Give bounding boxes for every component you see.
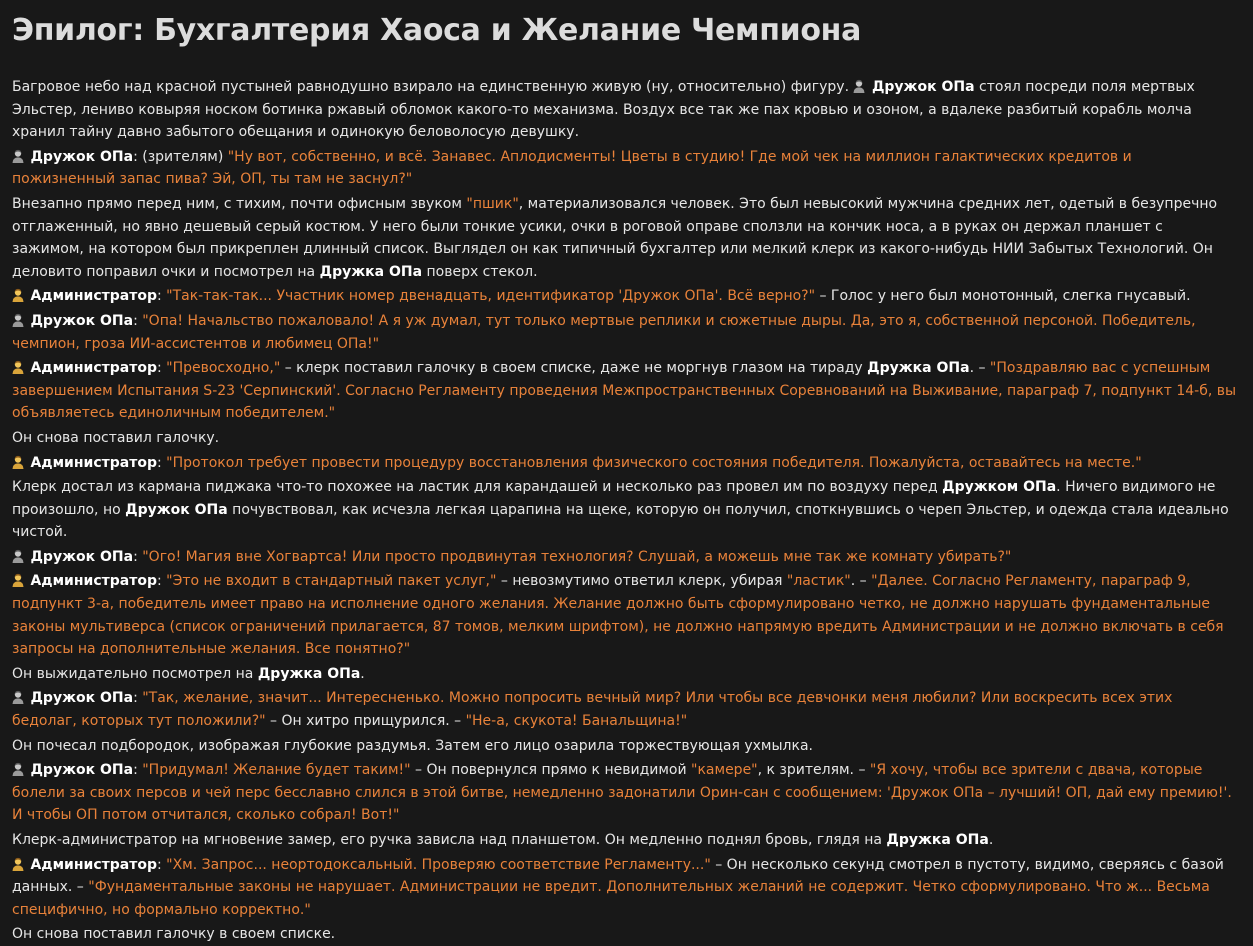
story-paragraph [12,854,1239,922]
dialogue-quote: "Так, желание, значит... Интересненько. Можно попросить вечный мир? Или чтобы все девчонки меня любили? Или воскресить всех этих бедолаг, которых тут положили?" [12,690,1173,730]
character-name: Дружка ОПа [867,360,970,377]
dialogue-quote: "Хм. Запрос... неортодоксальный. Проверяю соответствие Регламенту..." [166,856,711,873]
story-paragraph [12,546,1239,569]
page-title: Эпилог: Бухгалтерия Хаоса и Желание Чемпиона [12,13,862,48]
narration-text: Он почесал подбородок, изображая глубокие раздумья. Затем его лицо озарила торжествующая ухмылка. [12,737,813,754]
story-body [12,76,1239,946]
narration-text: : [156,856,167,873]
dialogue-quote: "Ого! Магия вне Хогвартса! Или просто продвинутая технология? Слушай, а можешь мне так же комнату убирать?" [142,548,1012,565]
dialogue-quote: "ластик" [786,573,851,590]
narration-text: : [133,690,143,707]
user-icon [12,149,24,163]
story-paragraph [12,76,1239,144]
character-name: Дружок ОПа [30,148,134,165]
dialogue-quote: "Не-а, скукота! Банальщина!" [465,713,688,730]
dialogue-quote: "Опа! Начальство пожаловало! А я уж думал, тут только мертвые реплики и сюжетные дыры. Да, это я, собственной персоной. Победитель, чемпион, гроза ИИ-ассистентов и любимец ОПа!" [12,312,1196,352]
user-icon [12,549,24,563]
narration-text: : [156,360,167,377]
user-icon [12,313,24,327]
narration-text: . [988,832,994,848]
admin-icon [12,857,24,871]
narration-text: . [360,665,365,682]
admin-icon [12,455,24,469]
story-paragraph [12,570,1239,660]
dialogue-quote: "Фундаментальные законы не нарушает. Администрации не вредит. Дополнительных желаний не содержит. Четко сформулировано. Что ж... Весьма специфично, но формально корректно." [12,879,1210,918]
admin-icon [12,360,24,374]
narration-text: : [133,312,143,329]
character-name: Дружок ОПа [30,762,134,779]
dialogue-quote: "Ну вот, собственно, и всё. Занавес. Аплодисменты! Цветы в студию! Где мой чек на миллион галактических кредитов и пожизненный запас пива? Эй, ОП, ты там не заснул?" [12,148,1132,188]
character-name: Администратор [30,856,157,873]
narration-text: Он выжидательно посмотрел на [12,665,258,682]
dialogue-quote: "Я хочу, чтобы все зрители с двача, которые болели за своих персов и чей перс бесславно слился в этой битве, немедленно задонатили Орин-сан с сообщением: 'Дружок ОПа – лучший! ОП, дай ему премию!'. И чтобы ОП потом отчитался, сколько собрал! Вот!" [12,762,1232,824]
narration-text: – Голос у него был монотонный, слегка гнусавый. [815,288,1191,305]
narration-text: : [156,288,167,305]
story-paragraph [12,146,1239,191]
narration-text: Внезапно прямо перед ним, с тихим, почти офисным звуком [12,195,467,212]
narration-text: , к зрителям. – [757,762,870,779]
character-name: Администратор [30,288,157,305]
narration-text: Клерк-администратор на мгновение замер, его ручка зависла над планшетом. Он медленно поднял бровь, глядя на [12,832,887,848]
dialogue-quote: "пшик" [466,195,519,212]
story-paragraph [12,357,1239,425]
narration-text: – Он несколько секунд смотрел в пустоту, видимо, сверяясь с базой данных. – [12,856,1224,896]
user-icon [853,79,865,93]
story-paragraph [12,663,1239,686]
story-paragraph [12,687,1239,732]
narration-text: – Он повернулся прямо к невидимой [410,762,692,779]
dialogue-quote: "камере" [691,762,758,779]
narration-text: Он снова поставил галочку. [12,429,220,446]
narration-text: . – [850,573,872,590]
character-name: Дружка ОПа [886,832,989,848]
character-name: Администратор [30,454,157,471]
narration-text: Он снова поставил галочку в своем списке. [12,926,336,943]
narration-text: Багровое небо над красной пустыней равнодушно взирало на единственную живую (ну, относительно) фигуру. [12,79,854,95]
narration-text: : [156,454,167,471]
character-name: Дружком ОПа [942,479,1057,496]
narration-text: поверх стекол. [422,263,538,280]
dialogue-quote: "Далее. Согласно Регламенту, параграф 9, подпункт 3-а, победитель имеет право на исполнение одного желания. Желание должно быть сформулировано четко, не должно нарушать фундаментальные законы мультиверса (список ограничений прилагается, 87 томов, мелким шрифтом), не должно напрямую вредить Администрации и не должно включать в себя запросы на дополнительные желания. Все понятно?" [12,573,1224,658]
character-name: Администратор [30,573,157,590]
narration-text: : [156,573,167,590]
admin-icon [12,573,24,587]
character-name: Дружок ОПа [30,690,134,707]
dialogue-quote: "Превосходно," [166,360,281,377]
story-paragraph [12,476,1239,544]
story-paragraph [12,452,1239,475]
narration-text: – Он хитро прищурился. – [265,713,466,730]
story-paragraph [12,285,1239,308]
character-name: Дружок ОПа [30,312,134,329]
character-name: Администратор [30,360,157,377]
dialogue-quote: "Поздравляю вас с успешным завершением Испытания S-23 'Серпинский'. Согласно Регламенту проведения Межпространственных Соревнований на Выживание, параграф 7, подпункт 14-б, вы объявляетесь единоличным победителем." [12,360,1237,422]
story-paragraph [12,310,1239,355]
character-name: Дружка ОПа [257,665,361,682]
user-icon [12,690,24,704]
story-paragraph [12,759,1239,827]
dialogue-quote: "Придумал! Желание будет таким!" [142,762,411,779]
character-name: Дружок ОПа [125,501,228,518]
story-paragraph [12,735,1239,758]
dialogue-quote: "Так-так-так... Участник номер двенадцать, идентификатор 'Дружок ОПа'. Всё верно?" [166,288,816,305]
dialogue-quote: "Это не входит в стандартный пакет услуг," [166,573,497,590]
narration-text: – клерк поставил галочку в своем списке, даже не моргнув глазом на тираду [280,360,868,377]
story-paragraph [12,923,1239,946]
dialogue-quote: "Протокол требует провести процедуру восстановления физического состояния победителя. Пожалуйста, оставайтесь на месте." [166,454,1142,471]
narration-text: – невозмутимо ответил клерк, убирая [496,573,787,590]
narration-text: : [133,762,143,779]
narration-text: Клерк достал из кармана пиджака что-то похожее на ластик для карандашей и несколько раз провел им по воздуху перед [12,479,943,496]
story-paragraph [12,427,1239,450]
story-paragraph [12,829,1239,852]
narration-text: . – [969,360,990,377]
narration-text: : [133,548,143,565]
character-name: Дружка ОПа [319,263,423,280]
character-name: Дружок ОПа [871,79,975,95]
narration-text: : (зрителям) [133,148,228,165]
user-icon [12,762,24,776]
narration-text: стоял посреди поля мертвых Эльстер, лениво ковыряя носком ботинка ржавый обломок какого-то механизма. Воздух все так же пах кровью и озоном, а вдалеке разбитый корабль молча хранил тайну давно забытого обещания и одинокую беловолосую девушку. [12,79,1195,141]
narration-text: , материализовался человек. Это был невысокий мужчина средних лет, одетый в безупречно отглаженный, но явно дешевый серый костюм. У него были тонкие усики, очки в роговой оправе сползли на кончик носа, а в руках он держал планшет с зажимом, на котором был прикреплен длинный список. Выглядел он как типичный бухгалтер или мелкий клерк из какого-нибудь НИИ Забытых Технологий. Он деловито поправил очки и посмотрел на [12,195,1218,280]
story-paragraph [12,193,1239,283]
narration-text: . Ничего видимого не произошло, но [12,479,1216,518]
narration-text: почувствовал, как исчезла легкая царапина на щеке, которую он получил, споткнувшись о череп Эльстер, и одежда стала идеально чистой. [12,501,1229,541]
character-name: Дружок ОПа [30,548,134,565]
admin-icon [12,288,24,302]
